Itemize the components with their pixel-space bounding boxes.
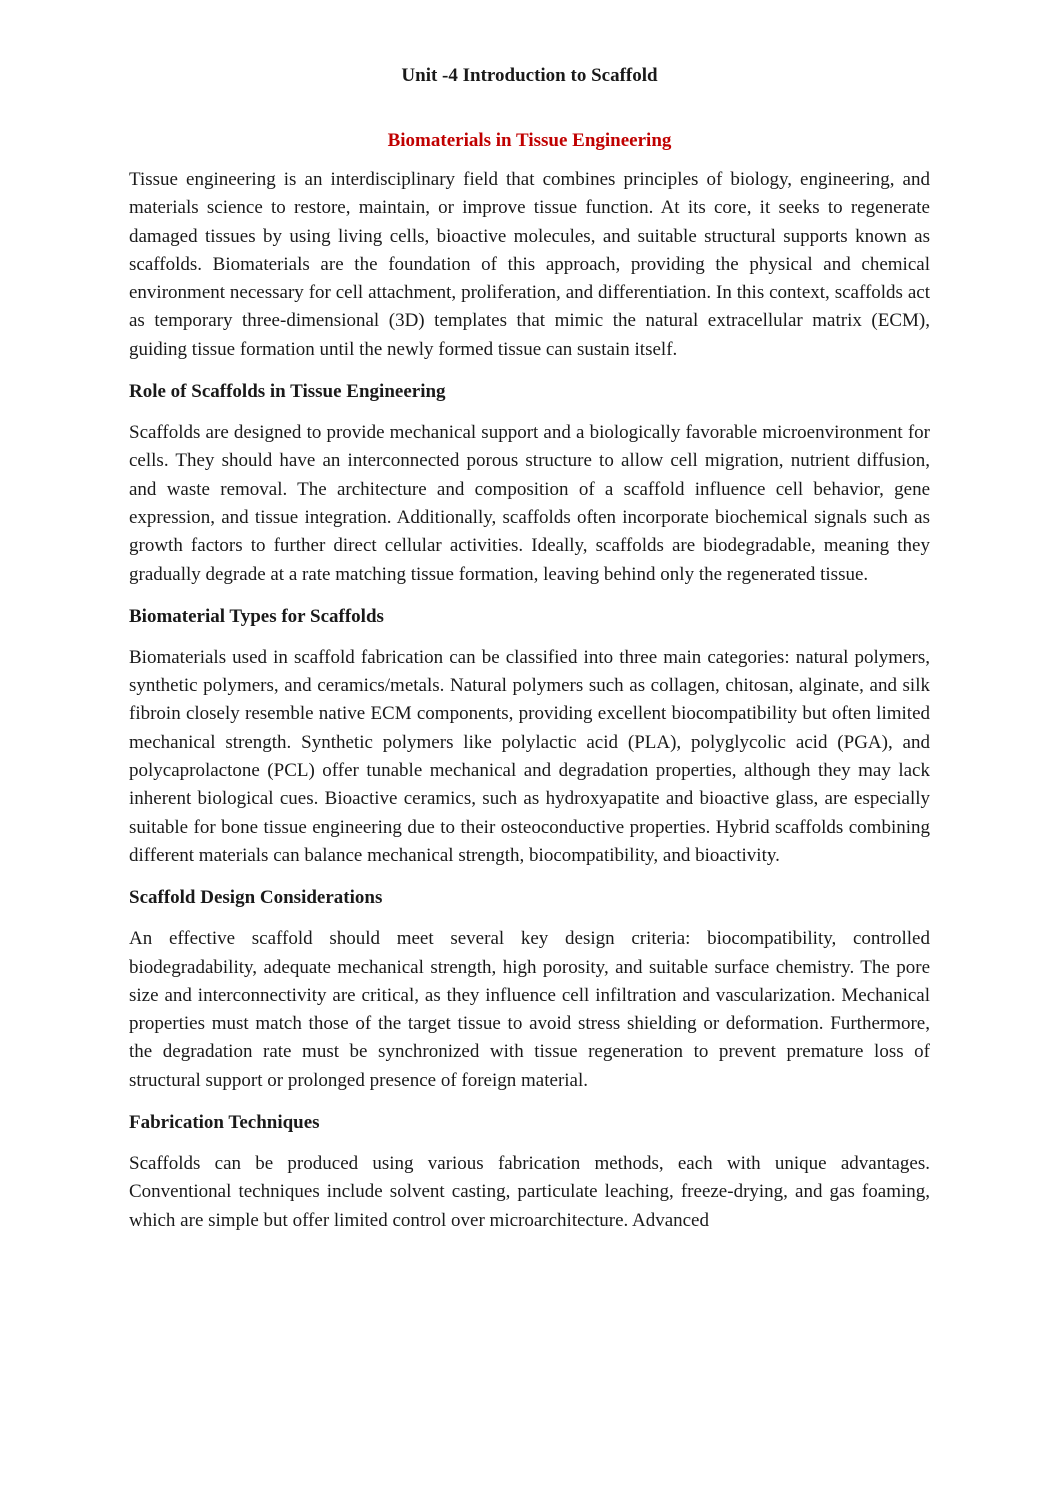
section-body-design-considerations: An effective scaffold should meet several key design criteria: biocompatibility, controlled biodegradability, adequate mechanical strength, high porosity, and suitable surface chemistry. The pore size and interconnectivity are critical, as they influence cell infiltration and vascularization. Mechanical properties must match those of the target tissue to avoid stress shielding or deformation. Furthermore, the degradation rate must be synchronized with tissue regeneration to prevent premature loss of structural support or prolonged presence of foreign material.	[129, 928, 930, 1091]
section-heading-design-considerations: Scaffold Design Considerations	[129, 887, 383, 909]
section-body-fabrication-techniques: Scaffolds can be produced using various fabrication methods, each with unique advantages. Conventional techniques include solvent casting, particulate leaching, freeze-drying, and gas foaming, which are simple but offer limited control over microarchitecture. Advanced	[129, 1153, 930, 1231]
section-heading-role-of-scaffolds: Role of Scaffolds in Tissue Engineering	[129, 381, 446, 403]
main-title: Biomaterials in Tissue Engineering	[387, 130, 672, 151]
section-heading-biomaterial-types: Biomaterial Types for Scaffolds	[129, 605, 384, 627]
intro-paragraph: Tissue engineering is an interdisciplinary field that combines principles of biology, engineering, and materials science to restore, maintain, or improve tissue function. At its core, it seeks to regenerate damaged tissues by using living cells, bioactive molecules, and suitable structural supports known as scaffolds. Biomaterials are the foundation of this approach, providing the physical and chemical environment necessary for cell attachment, proliferation, and differentiation. In this context, scaffolds act as temporary three-dimensional (3D) templates that mimic the natural extracellular matrix (ECM), guiding tissue formation until the newly formed tissue can sustain itself.	[129, 169, 930, 360]
section-body-role-of-scaffolds: Scaffolds are designed to provide mechanical support and a biologically favorable microenvironment for cells. They should have an interconnected porous structure to allow cell migration, nutrient diffusion, and waste removal. The architecture and composition of a scaffold influence cell behavior, gene expression, and tissue integration. Additionally, scaffolds often incorporate biochemical signals such as growth factors to further direct cellular activities. Ideally, scaffolds are biodegradable, meaning they gradually degrade at a rate matching tissue formation, leaving behind only the regenerated tissue.	[129, 422, 930, 585]
unit-title: Unit -4 Introduction to Scaffold	[401, 65, 658, 86]
document-page	[129, 62, 930, 1249]
section-body-biomaterial-types: Biomaterials used in scaffold fabrication can be classified into three main categories: natural polymers, synthetic polymers, and ceramics/metals. Natural polymers such as collagen, chitosan, alginate, and silk fibroin closely resemble native ECM components, providing excellent biocompatibility but often limited mechanical strength. Synthetic polymers like polylactic acid (PLA), polyglycolic acid (PGA), and polycaprolactone (PCL) offer tunable mechanical and degradation properties, although they may lack inherent biological cues. Bioactive ceramics, such as hydroxyapatite and bioactive glass, are especially suitable for bone tissue engineering due to their osteoconductive properties. Hybrid scaffolds combining different materials can balance mechanical strength, biocompatibility, and bioactivity.	[129, 646, 930, 866]
section-heading-fabrication-techniques: Fabrication Techniques	[129, 1112, 320, 1134]
